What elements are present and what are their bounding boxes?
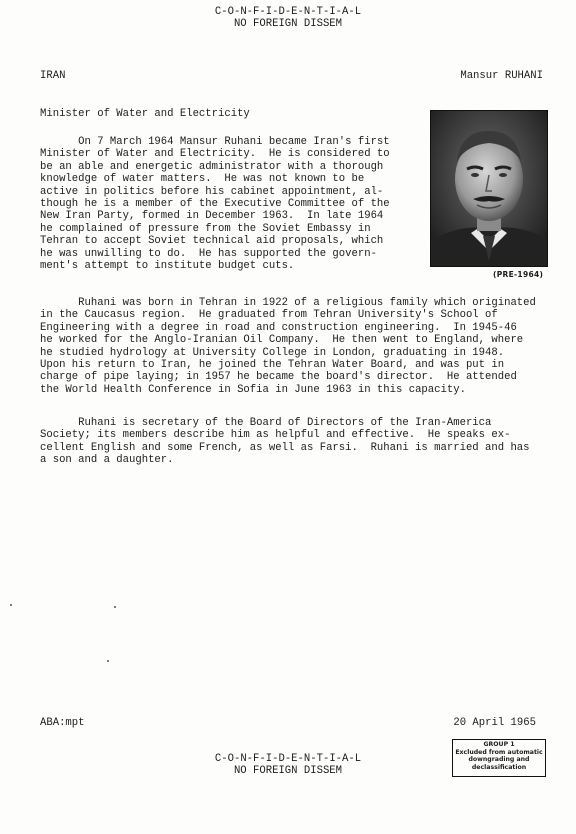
dissemination-marking: NO FOREIGN DISSEM [233, 18, 343, 31]
classification-marking-footer: C-O-N-F-I-D-E-N-T-I-A-L [214, 753, 362, 765]
classification-marking: C-O-N-F-I-D-E-N-T-I-A-L [214, 6, 362, 18]
position-title: Minister of Water and Electricity [40, 108, 250, 120]
document-date: 20 April 1965 [453, 717, 536, 729]
classification-header [0, 6, 576, 31]
dissemination-marking-footer: NO FOREIGN DISSEM [233, 765, 343, 778]
subject-name: Mansur RUHANI [460, 70, 543, 82]
stamp-line: downgrading and [468, 756, 530, 764]
typist-initials: ABA:mpt [40, 717, 85, 729]
stamp-line: declassification [471, 763, 527, 771]
country-label: IRAN [40, 70, 66, 82]
photo-caption: (PRE-1964) [493, 270, 544, 279]
speck [10, 604, 12, 606]
speck [114, 606, 116, 608]
body-paragraph-3: Ruhani is secretary of the Board of Directors of the Iran-America Society; its members describe him as helpful and effective. He speaks ex- cellent English and some French, as well as Farsi. Ruhani is married and has a son and a daughter. [40, 417, 530, 467]
body-paragraph-2: Ruhani was born in Tehran in 1922 of a religious family which originated in the Caucasus region. He graduated from Tehran University's School of Engineering with a degree in road and construction engineering. In 1945-46 he worked for the Anglo-Iranian Oil Company. He then went to England, where he studied hydrology at University College in London, graduating in 1948. Upon his return to Iran, he joined the Tehran Water Board, and was put in charge of pipe laying; in 1957 he became the board's director. He attended the World Health Conference in Sofia in June 1963 in this capacity. [40, 297, 536, 396]
body-paragraph-1: On 7 March 1964 Mansur Ruhani became Iran's first Minister of Water and Electricity. He is considered to be an able and energetic administrator with a thorough knowledge of water matters. He was not known to be active in politics before his cabinet appointment, al- though he is a member of the Executive Committee of the New Iran Party, formed in December 1963. In late 1964 he complained of pressure from the Soviet Embassy in Tehran to accept Soviet technical aid proposals, which he was unwilling to do. He has supported the govern- ment's attempt to institute budget cuts. [40, 136, 390, 273]
stamp-line: Excluded from automatic [455, 748, 543, 756]
portrait-photo [430, 110, 548, 267]
speck [107, 660, 109, 662]
declassification-stamp [452, 739, 546, 777]
portrait-image [431, 111, 547, 266]
stamp-group: GROUP 1 [483, 741, 515, 748]
